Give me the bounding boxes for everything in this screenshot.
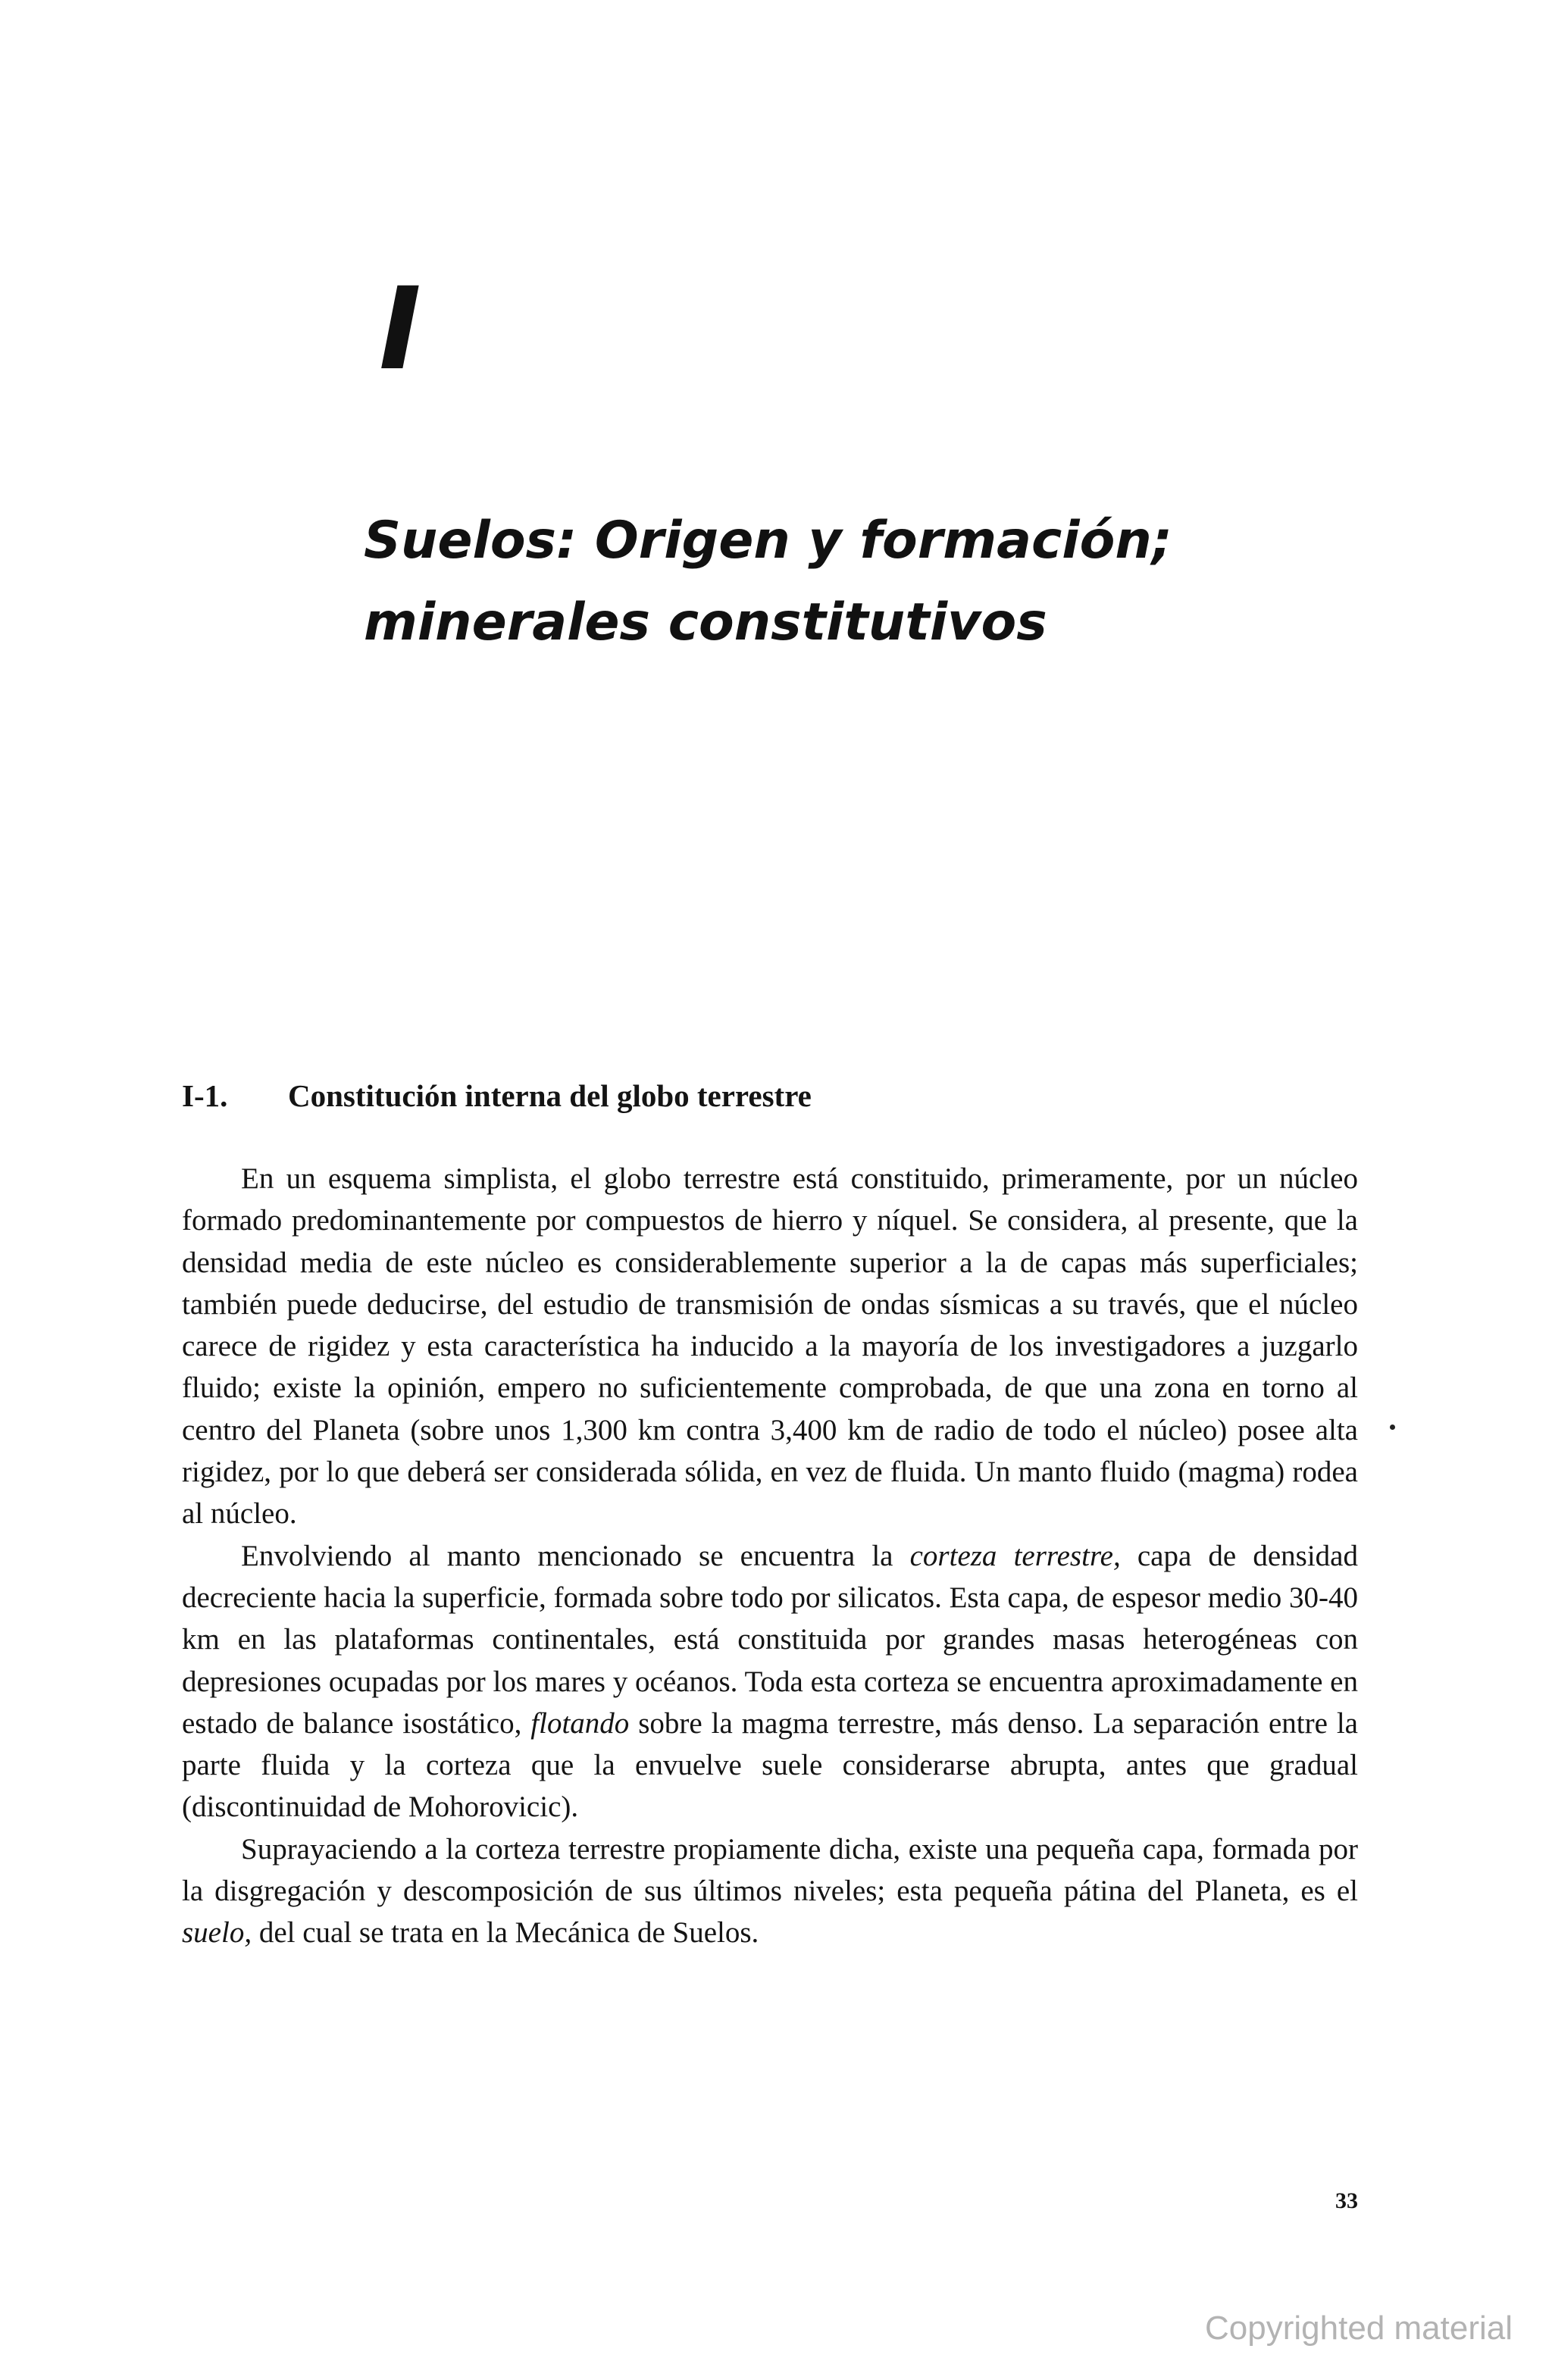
page-number: 33 [1335,2188,1358,2213]
paragraph-3-emphasis: suelo, [182,1916,252,1950]
paragraph-2-emphasis-1: corteza terrestre, [909,1539,1121,1572]
paragraph-3 [182,1828,1358,1954]
paragraph-2-text-a: Envolviendo al manto mencionado se encuentra la [241,1539,910,1572]
paragraph-3-text-b: del cual se trata en la Mecánica de Suelos. [252,1916,759,1950]
copyright-watermark: Copyrighted material [1205,2310,1513,2347]
paragraph-1: En un esquema simplista, el globo terrestre está constituido, primeramente, por un núcleo formado predominantemente por compuestos de hierro y níquel. Se considera, al presente, que la densidad media de este núcleo es considerablemente superior a la de capas más superficiales; también puede deducirse, del estudio de transmisión de ondas sísmicas a su través, que el núcleo carece de rigidez y esta característica ha inducido a la mayoría de los investigadores a juzgarlo fluido; existe la opinión, empero no suficientemente comprobada, de que una zona en torno al centro del Planeta (sobre unos 1,300 km contra 3,400 km de radio de todo el núcleo) posee alta rigidez, por lo que deberá ser considerada sólida, en vez de fluida. Un manto fluido (magma) rodea al núcleo. [182,1162,1358,1531]
section-title: Constitución interna del globo terrestre [288,1078,812,1113]
paragraph-2-emphasis-2: flotando [530,1706,630,1740]
paragraph-2-text-c: sobre la magma terrestre, más denso. La separación entre la parte fluida y la corteza que la envuelve suele considerarse abrupta, antes que gradual (discontinuidad de Mohorovicic). [182,1706,1358,1824]
body-text [182,1158,1358,1954]
paragraph-2 [182,1535,1358,1828]
paragraph-3-text-a: Suprayaciendo a la corteza terrestre propiamente dicha, existe una pequeña capa, formada por la disgregación y descomposición de sus últimos niveles; esta pequeña pátina del Planeta, es el [182,1832,1358,1908]
chapter-title [364,500,1334,664]
chapter-title-line-2: minerales constitutivos [364,593,1047,652]
chapter-numeral: I [379,264,421,396]
section-heading [182,1074,812,1117]
chapter-title-line-1: Suelos: Origen y formación; [364,511,1172,571]
section-number: I-1. [182,1078,228,1113]
margin-mark [1390,1425,1395,1430]
paragraph-2-text-b: capa de densidad decreciente hacia la superficie, formada sobre todo por silicatos. Esta capa, de espesor medio 30-40 km en las plataformas continentales, está constituida por grandes masas heterogéneas con depresiones ocupadas por los mares y océanos. Toda esta corteza se encuentra aproximadamente en estado de balance isostático, [182,1539,1358,1740]
